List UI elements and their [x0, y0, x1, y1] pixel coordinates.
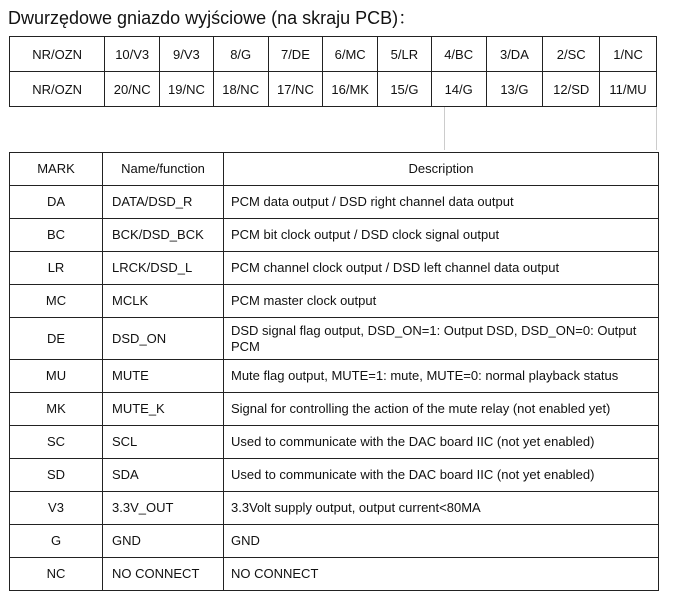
pin-mark: LR	[10, 252, 103, 285]
connector-line	[656, 107, 657, 150]
pin-description: NO CONNECT	[224, 558, 659, 591]
row-label: NR/OZN	[10, 72, 105, 107]
pin-cell: 16/MK	[323, 72, 378, 107]
pin-description-table	[9, 152, 659, 591]
pin-cell: 17/NC	[268, 72, 323, 107]
pin-name: BCK/DSD_BCK	[103, 219, 224, 252]
pin-cell: 12/SD	[543, 72, 600, 107]
pin-cell: 18/NC	[213, 72, 268, 107]
pin-cell: 13/G	[486, 72, 543, 107]
pin-name: LRCK/DSD_L	[103, 252, 224, 285]
table-row	[10, 219, 659, 252]
pin-cell: 3/DA	[486, 37, 543, 72]
pin-description: GND	[224, 525, 659, 558]
page-title: Dwurzędowe gniazdo wyjściowe (na skraju PCB)：	[8, 8, 417, 28]
pin-mark: DE	[10, 318, 103, 360]
pin-description: 3.3Volt supply output, output current<80MA	[224, 492, 659, 525]
pin-cell: 7/DE	[268, 37, 323, 72]
pin-name: SCL	[103, 426, 224, 459]
pin-description: PCM data output / DSD right channel data output	[224, 186, 659, 219]
column-header-name: Name/function	[103, 153, 224, 186]
table-row	[10, 285, 659, 318]
pin-description: PCM bit clock output / DSD clock signal output	[224, 219, 659, 252]
table-row	[10, 318, 659, 360]
pin-description: DSD signal flag output, DSD_ON=1: Output DSD, DSD_ON=0: Output PCM	[224, 318, 659, 360]
pin-cell: 20/NC	[105, 72, 160, 107]
pin-mark: MK	[10, 393, 103, 426]
pin-cell: 11/MU	[600, 72, 657, 107]
pin-name: MUTE_K	[103, 393, 224, 426]
pin-description: Used to communicate with the DAC board IIC (not yet enabled)	[224, 426, 659, 459]
table-row	[10, 426, 659, 459]
column-header-description: Description	[224, 153, 659, 186]
pin-cell: 5/LR	[378, 37, 432, 72]
pin-name: SDA	[103, 459, 224, 492]
table-row	[10, 37, 657, 72]
pin-mark: NC	[10, 558, 103, 591]
table-row	[10, 558, 659, 591]
pin-cell: 4/BC	[431, 37, 486, 72]
pin-description: PCM master clock output	[224, 285, 659, 318]
column-header-mark: MARK	[10, 153, 103, 186]
pin-name: 3.3V_OUT	[103, 492, 224, 525]
pin-cell: 9/V3	[160, 37, 214, 72]
table-header-row	[10, 153, 659, 186]
pin-mark: V3	[10, 492, 103, 525]
pin-cell: 8/G	[213, 37, 268, 72]
pin-mark: MC	[10, 285, 103, 318]
pin-description: PCM channel clock output / DSD left channel data output	[224, 252, 659, 285]
pin-mark: SD	[10, 459, 103, 492]
table-row	[10, 492, 659, 525]
table-row	[10, 186, 659, 219]
table-row	[10, 393, 659, 426]
pin-cell: 6/MC	[323, 37, 378, 72]
pin-description: Mute flag output, MUTE=1: mute, MUTE=0: normal playback status	[224, 360, 659, 393]
pin-cell: 1/NC	[600, 37, 657, 72]
pin-description: Signal for controlling the action of the mute relay (not enabled yet)	[224, 393, 659, 426]
pin-cell: 10/V3	[105, 37, 160, 72]
pin-name: DATA/DSD_R	[103, 186, 224, 219]
table-row	[10, 525, 659, 558]
row-label: NR/OZN	[10, 37, 105, 72]
pin-mark: DA	[10, 186, 103, 219]
connector-pinout-table	[9, 36, 657, 107]
table-row	[10, 72, 657, 107]
pin-name: DSD_ON	[103, 318, 224, 360]
table-row	[10, 252, 659, 285]
pin-cell: 15/G	[378, 72, 432, 107]
pin-name: MUTE	[103, 360, 224, 393]
pin-mark: MU	[10, 360, 103, 393]
table-row	[10, 360, 659, 393]
pin-mark: BC	[10, 219, 103, 252]
pin-name: MCLK	[103, 285, 224, 318]
pin-name: GND	[103, 525, 224, 558]
table-row	[10, 459, 659, 492]
pin-cell: 19/NC	[160, 72, 214, 107]
pin-description: Used to communicate with the DAC board IIC (not yet enabled)	[224, 459, 659, 492]
connector-line	[444, 107, 445, 150]
pin-cell: 2/SC	[543, 37, 600, 72]
pin-mark: SC	[10, 426, 103, 459]
pin-name: NO CONNECT	[103, 558, 224, 591]
pin-mark: G	[10, 525, 103, 558]
pin-cell: 14/G	[431, 72, 486, 107]
